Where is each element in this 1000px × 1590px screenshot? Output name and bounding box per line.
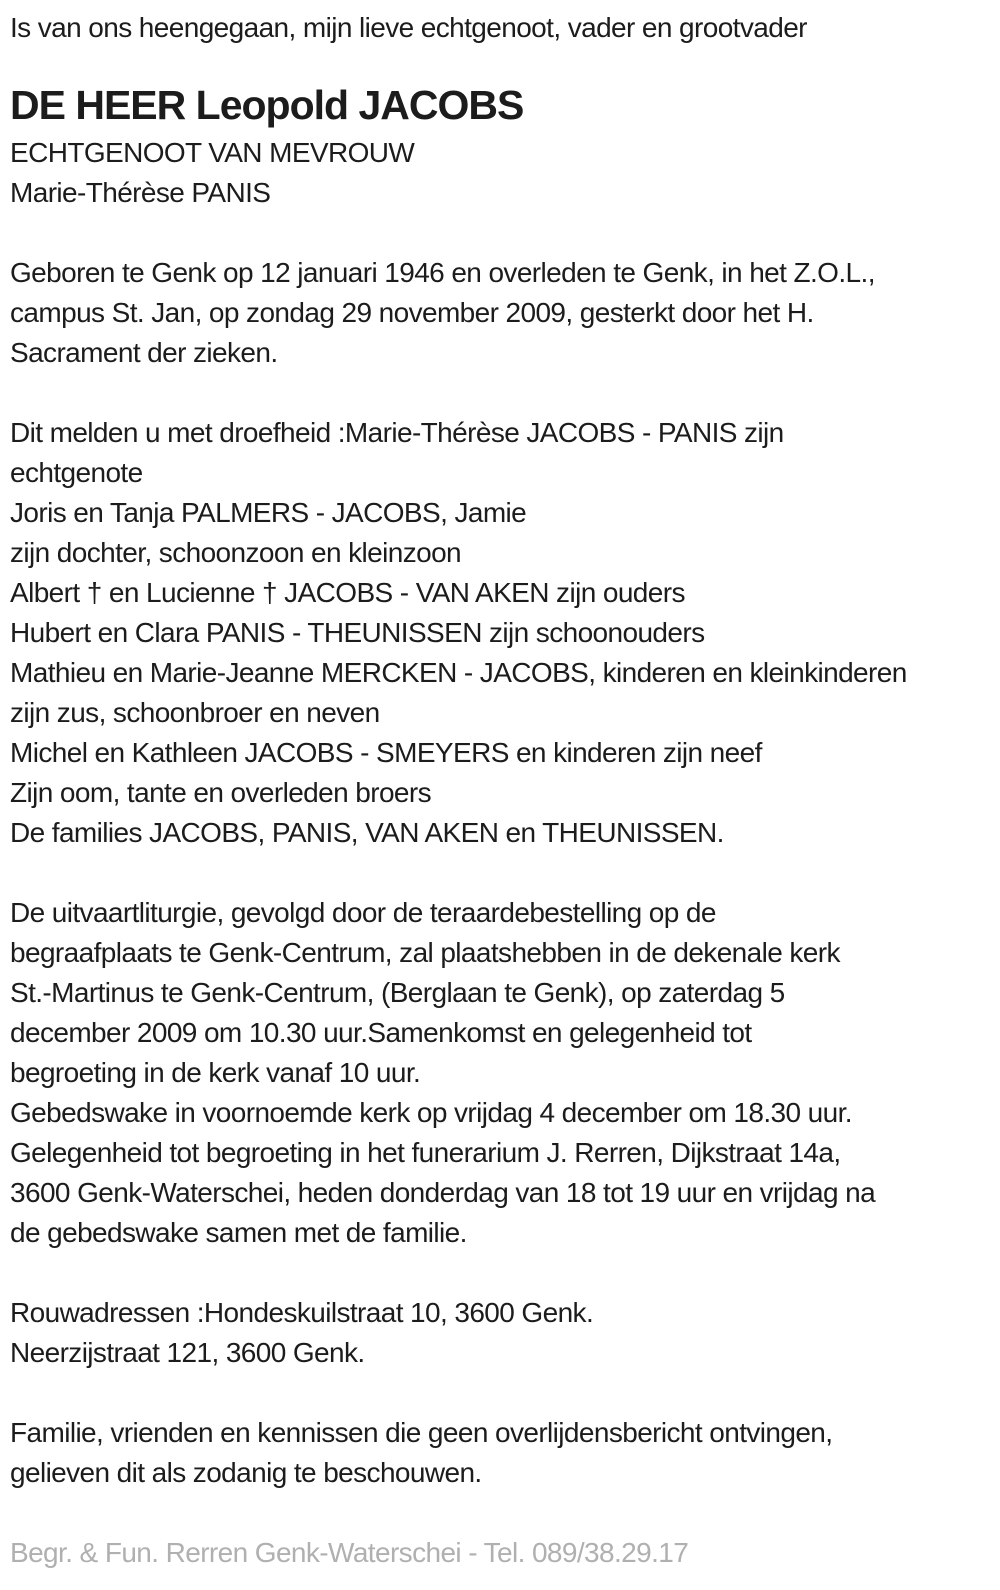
text-line: gelieven dit als zodanig te beschouwen. (10, 1457, 482, 1488)
text-line: Familie, vrienden en kennissen die geen overlijdensbericht ontvingen, (10, 1417, 833, 1448)
text-line: Michel en Kathleen JACOBS - SMEYERS en kinderen zijn neef (10, 737, 762, 768)
text-line: 3600 Genk-Waterschei, heden donderdag van 18 tot 19 uur en vrijdag na (10, 1177, 876, 1208)
text-line: Gebedswake in voornoemde kerk op vrijdag 4 december om 18.30 uur. (10, 1097, 852, 1128)
text-line: Neerzijstraat 121, 3600 Genk. (10, 1337, 365, 1368)
funeral-arrangements-paragraph (10, 893, 990, 1253)
text-line: Sacrament der zieken. (10, 337, 278, 368)
deceased-name: DE HEER Leopold JACOBS (10, 82, 524, 128)
birth-and-death-paragraph (10, 253, 990, 373)
text-line: de gebedswake samen met de familie. (10, 1217, 467, 1248)
text-line: Joris en Tanja PALMERS - JACOBS, Jamie (10, 497, 527, 528)
text-line: Zijn oom, tante en overleden broers (10, 777, 432, 808)
spouse-name: Marie-Thérèse PANIS (10, 177, 271, 208)
text-line: Dit melden u met droefheid :Marie-Thérèse JACOBS - PANIS zijn (10, 417, 784, 448)
text-line: begraafplaats te Genk-Centrum, zal plaatshebben in de dekenale kerk (10, 937, 840, 968)
text-line: december 2009 om 10.30 uur.Samenkomst en gelegenheid tot (10, 1017, 752, 1048)
intro-line: Is van ons heengegaan, mijn lieve echtgenoot, vader en grootvader (10, 12, 807, 43)
paragraph-spacer (10, 1493, 990, 1533)
paragraph-spacer (10, 1373, 990, 1413)
family-list-paragraph (10, 413, 990, 853)
text-line: echtgenote (10, 457, 143, 488)
text-line: begroeting in de kerk vanaf 10 uur. (10, 1057, 421, 1088)
general-notice-paragraph (10, 1413, 990, 1493)
funeral-home-credit: Begr. & Fun. Rerren Genk-Waterschei - Tel. 089/38.29.17 (10, 1537, 689, 1568)
text-line: zijn dochter, schoonzoon en kleinzoon (10, 537, 462, 568)
relation-title: ECHTGENOOT VAN MEVROUW (10, 137, 415, 168)
text-line: Rouwadressen :Hondeskuilstraat 10, 3600 Genk. (10, 1297, 594, 1328)
paragraph-spacer (10, 1253, 990, 1293)
text-line: De uitvaartliturgie, gevolgd door de teraardebestelling op de (10, 897, 716, 928)
text-line: campus St. Jan, op zondag 29 november 2009, gesterkt door het H. (10, 297, 814, 328)
text-line: zijn zus, schoonbroer en neven (10, 697, 380, 728)
text-line: Gelegenheid tot begroeting in het funerarium J. Rerren, Dijkstraat 14a, (10, 1137, 841, 1168)
text-line: Hubert en Clara PANIS - THEUNISSEN zijn schoonouders (10, 617, 705, 648)
paragraph-spacer (10, 213, 990, 253)
text-line: Mathieu en Marie-Jeanne MERCKEN - JACOBS, kinderen en kleinkinderen (10, 657, 907, 688)
text-line: Albert † en Lucienne † JACOBS - VAN AKEN zijn ouders (10, 577, 685, 608)
text-line: St.-Martinus te Genk-Centrum, (Berglaan te Genk), op zaterdag 5 (10, 977, 785, 1008)
mourning-addresses-paragraph (10, 1293, 990, 1373)
paragraph-spacer (10, 853, 990, 893)
text-line: Geboren te Genk op 12 januari 1946 en overleden te Genk, in het Z.O.L., (10, 257, 875, 288)
text-line: De families JACOBS, PANIS, VAN AKEN en THEUNISSEN. (10, 817, 724, 848)
paragraph-spacer (10, 373, 990, 413)
